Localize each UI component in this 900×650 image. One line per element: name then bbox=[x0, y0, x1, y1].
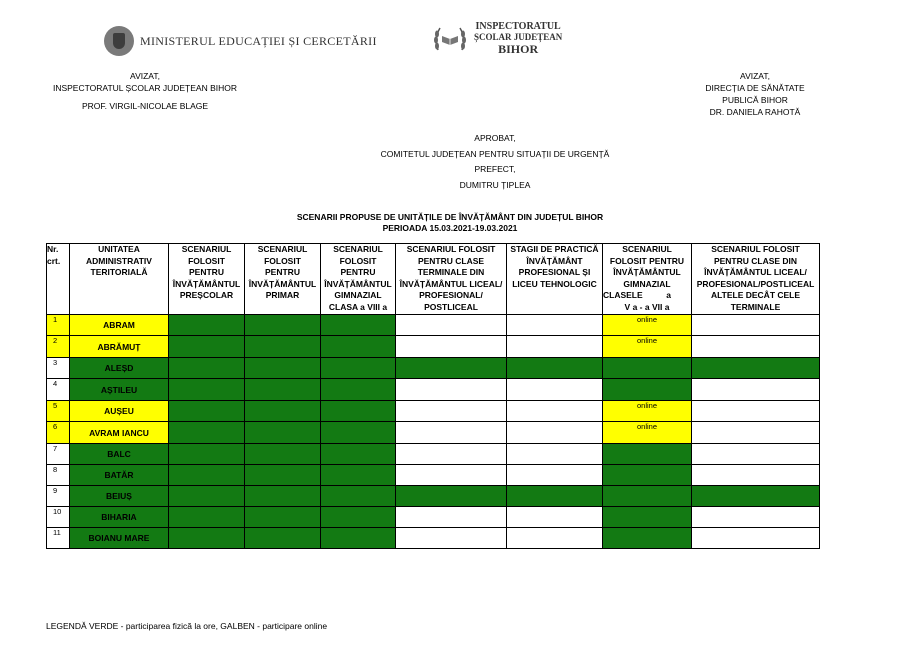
status-physical bbox=[245, 379, 321, 401]
unit-name: ABRAM bbox=[70, 315, 169, 336]
status-physical bbox=[321, 486, 396, 507]
status-empty bbox=[507, 507, 603, 528]
status-physical bbox=[507, 486, 603, 507]
status-online: online bbox=[603, 401, 692, 422]
row-number: 6 bbox=[47, 422, 70, 444]
unit-name: AUȘEU bbox=[70, 401, 169, 422]
status-physical bbox=[692, 358, 820, 379]
row-number: 3 bbox=[47, 358, 70, 379]
status-physical bbox=[245, 358, 321, 379]
column-header: SCENARIUL FOLOSIT PENTRU ÎNVĂȚĂMÂNTUL PRIMAR bbox=[245, 244, 321, 315]
status-empty bbox=[507, 465, 603, 486]
status-physical bbox=[169, 401, 245, 422]
column-header: SCENARIUL FOLOSIT PENTRU ÎNVĂȚĂMÂNTUL PREȘCOLAR bbox=[169, 244, 245, 315]
isj-name-line1: INSPECTORATUL bbox=[475, 21, 561, 32]
column-header: SCENARIUL FOLOSIT PENTRU ÎNVĂȚĂMÂNTUL GIMNAZIAL CLASA a VIII a bbox=[321, 244, 396, 315]
status-physical bbox=[603, 379, 692, 401]
status-physical bbox=[169, 336, 245, 358]
table-row bbox=[47, 336, 820, 358]
table-row bbox=[47, 465, 820, 486]
status-physical bbox=[603, 528, 692, 549]
status-physical bbox=[396, 358, 507, 379]
status-physical bbox=[245, 444, 321, 465]
status-empty bbox=[396, 315, 507, 336]
column-header: STAGII DE PRACTICĂ ÎNVĂȚĂMÂNT PROFESIONAL ȘI LICEU TEHNOLOGIC bbox=[507, 244, 603, 315]
scenarios-table bbox=[46, 243, 820, 549]
status-physical bbox=[245, 422, 321, 444]
unit-name: ALEȘD bbox=[70, 358, 169, 379]
unit-name: ABRĂMUȚ bbox=[70, 336, 169, 358]
unit-name: AȘTILEU bbox=[70, 379, 169, 401]
status-physical bbox=[169, 379, 245, 401]
status-empty bbox=[507, 528, 603, 549]
status-empty bbox=[396, 422, 507, 444]
column-header: SCENARIUL FOLOSIT PENTRU CLASE DIN ÎNVĂȚĂMÂNTUL LICEAL/ PROFESIONAL/POSTLICEAL ALTELE DECÂT CELE TERMINALE bbox=[692, 244, 820, 315]
row-number: 9 bbox=[47, 486, 70, 507]
status-online: online bbox=[603, 422, 692, 444]
status-physical bbox=[603, 507, 692, 528]
status-physical bbox=[603, 444, 692, 465]
status-physical bbox=[603, 358, 692, 379]
status-physical bbox=[321, 358, 396, 379]
row-number: 2 bbox=[47, 336, 70, 358]
row-number: 10 bbox=[47, 507, 70, 528]
status-physical bbox=[507, 358, 603, 379]
ministry-logo bbox=[104, 26, 377, 56]
status-empty bbox=[396, 444, 507, 465]
approval-prefect: APROBAT, COMITETUL JUDEȚEAN PENTRU SITUAȚII DE URGENȚĂ PREFECT, DUMITRU ȚIPLEA bbox=[380, 133, 610, 190]
status-physical bbox=[321, 465, 396, 486]
status-physical bbox=[169, 444, 245, 465]
status-empty bbox=[692, 315, 820, 336]
status-physical bbox=[245, 486, 321, 507]
status-physical bbox=[245, 507, 321, 528]
unit-name: BEIUȘ bbox=[70, 486, 169, 507]
status-physical bbox=[692, 486, 820, 507]
status-empty bbox=[396, 528, 507, 549]
status-empty bbox=[692, 528, 820, 549]
status-empty bbox=[396, 507, 507, 528]
approval-dsp: AVIZAT, DIRECȚIA DE SĂNĂTATE PUBLICĂ BIHOR DR. DANIELA RAHOTĂ bbox=[705, 71, 805, 117]
status-empty bbox=[692, 336, 820, 358]
status-physical bbox=[603, 486, 692, 507]
table-row bbox=[47, 422, 820, 444]
status-empty bbox=[396, 465, 507, 486]
isj-logo bbox=[432, 22, 562, 56]
status-empty bbox=[507, 315, 603, 336]
status-physical bbox=[169, 486, 245, 507]
unit-name: BATĂR bbox=[70, 465, 169, 486]
table-row bbox=[47, 358, 820, 379]
status-empty bbox=[692, 465, 820, 486]
coat-of-arms-icon bbox=[104, 26, 134, 56]
table-header-row bbox=[47, 244, 820, 315]
column-header: SCENARIUL FOLOSIT PENTRU ÎNVĂȚĂMÂNTUL GIMNAZIAL CLASELE a V a - a VII a bbox=[603, 244, 692, 315]
status-empty bbox=[396, 379, 507, 401]
unit-name: AVRAM IANCU bbox=[70, 422, 169, 444]
legend: LEGENDĂ VERDE - participarea fizică la ore, GALBEN - participare online bbox=[46, 621, 328, 631]
table-row bbox=[47, 528, 820, 549]
status-physical bbox=[321, 315, 396, 336]
status-empty bbox=[507, 379, 603, 401]
status-empty bbox=[692, 444, 820, 465]
status-physical bbox=[321, 379, 396, 401]
status-physical bbox=[321, 401, 396, 422]
status-physical bbox=[603, 465, 692, 486]
unit-name: BOIANU MARE bbox=[70, 528, 169, 549]
isj-name-line3: BIHOR bbox=[498, 42, 539, 56]
table-row bbox=[47, 379, 820, 401]
table-row bbox=[47, 401, 820, 422]
unit-name: BALC bbox=[70, 444, 169, 465]
status-physical bbox=[321, 336, 396, 358]
table-row bbox=[47, 444, 820, 465]
table-row bbox=[47, 486, 820, 507]
row-number: 7 bbox=[47, 444, 70, 465]
status-physical bbox=[396, 486, 507, 507]
status-empty bbox=[507, 401, 603, 422]
status-empty bbox=[396, 336, 507, 358]
column-header: SCENARIUL FOLOSIT PENTRU CLASE TERMINALE DIN ÎNVĂȚĂMÂNTUL LICEAL/ PROFESIONAL/ POSTLICEAL bbox=[396, 244, 507, 315]
status-empty bbox=[507, 444, 603, 465]
isj-name-line2: ȘCOLAR JUDEȚEAN bbox=[474, 32, 563, 42]
status-empty bbox=[692, 379, 820, 401]
status-physical bbox=[169, 465, 245, 486]
ministry-name: MINISTERUL EDUCAȚIEI ȘI CERCETĂRII bbox=[140, 33, 377, 48]
status-online: online bbox=[603, 336, 692, 358]
row-number: 11 bbox=[47, 528, 70, 549]
row-number: 4 bbox=[47, 379, 70, 401]
status-physical bbox=[321, 422, 396, 444]
row-number: 8 bbox=[47, 465, 70, 486]
status-empty bbox=[396, 401, 507, 422]
status-empty bbox=[507, 422, 603, 444]
unit-name: BIHARIA bbox=[70, 507, 169, 528]
status-physical bbox=[169, 528, 245, 549]
status-physical bbox=[321, 528, 396, 549]
column-header: UNITATEA ADMINISTRATIV TERITORIALĂ bbox=[70, 244, 169, 315]
status-empty bbox=[692, 401, 820, 422]
status-physical bbox=[169, 358, 245, 379]
approval-isj: AVIZAT, INSPECTORATUL ȘCOLAR JUDEȚEAN BIHOR PROF. VIRGIL-NICOLAE BLAGE bbox=[52, 71, 238, 111]
table-row bbox=[47, 315, 820, 336]
status-physical bbox=[245, 465, 321, 486]
status-empty bbox=[507, 336, 603, 358]
status-physical bbox=[245, 401, 321, 422]
status-physical bbox=[245, 528, 321, 549]
status-empty bbox=[692, 422, 820, 444]
table-row bbox=[47, 507, 820, 528]
document-title: SCENARII PROPUSE DE UNITĂȚILE DE ÎNVĂȚĂMÂNT DIN JUDEȚUL BIHOR PERIOADA 15.03.2021-19.03.2021 bbox=[296, 212, 604, 233]
row-number: 5 bbox=[47, 401, 70, 422]
status-physical bbox=[245, 336, 321, 358]
row-number: 1 bbox=[47, 315, 70, 336]
status-physical bbox=[169, 315, 245, 336]
laurel-book-icon bbox=[432, 22, 468, 56]
status-physical bbox=[169, 422, 245, 444]
column-header: Nr. crt. bbox=[47, 244, 70, 315]
status-physical bbox=[169, 507, 245, 528]
status-empty bbox=[692, 507, 820, 528]
status-physical bbox=[321, 444, 396, 465]
status-online: online bbox=[603, 315, 692, 336]
status-physical bbox=[321, 507, 396, 528]
status-physical bbox=[245, 315, 321, 336]
